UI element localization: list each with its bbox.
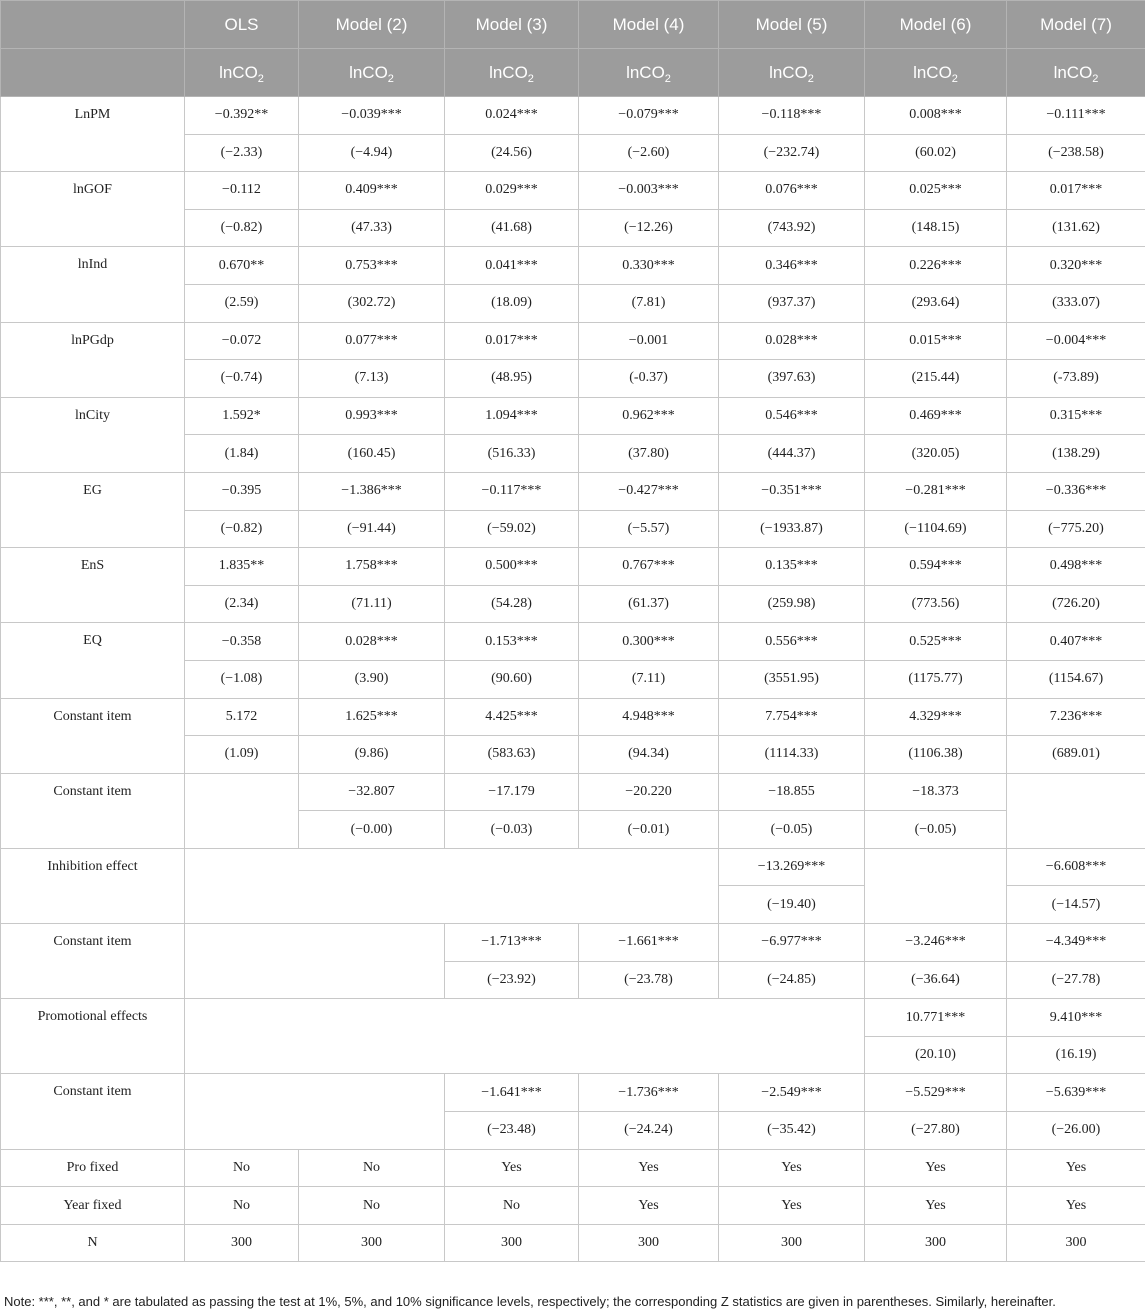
coef-cell: 9.410*** <box>1007 999 1145 1037</box>
fixed-cell: Yes <box>865 1149 1007 1187</box>
fixed-cell: Yes <box>865 1187 1007 1225</box>
fixed-cell: Yes <box>719 1149 865 1187</box>
coef-cell: −6.608*** <box>1007 848 1145 886</box>
coef-cell: −18.373 <box>865 773 1007 811</box>
coef-cell: −5.529*** <box>865 1074 1007 1112</box>
row-label: Constant item <box>1 924 185 999</box>
coef-cell: 0.017*** <box>445 322 579 360</box>
dep-var-header <box>719 49 865 97</box>
zstat-cell: (48.95) <box>445 360 579 398</box>
zstat-cell: (47.33) <box>299 209 445 247</box>
zstat-cell: (60.02) <box>865 134 1007 172</box>
column-header: OLS <box>185 1 299 49</box>
empty-cell <box>185 1074 445 1149</box>
coef-cell: 0.594*** <box>865 548 1007 586</box>
zstat-cell: (−0.74) <box>185 360 299 398</box>
zstat-cell: (−12.26) <box>579 209 719 247</box>
zstat-cell: (−0.01) <box>579 811 719 849</box>
fixed-cell: Yes <box>1007 1187 1145 1225</box>
dep-var-header <box>579 49 719 97</box>
coef-cell: −3.246*** <box>865 924 1007 962</box>
fixed-effects-row <box>1 1149 1145 1187</box>
coef-cell: 4.329*** <box>865 698 1007 736</box>
fixed-cell: Yes <box>445 1149 579 1187</box>
zstat-cell: (−0.00) <box>299 811 445 849</box>
coef-cell: 7.754*** <box>719 698 865 736</box>
coef-cell: 0.076*** <box>719 172 865 210</box>
row-label: Constant item <box>1 773 185 848</box>
dep-var-base: lnCO <box>1053 62 1093 82</box>
zstat-cell: (1.84) <box>185 435 299 473</box>
coef-cell: 0.962*** <box>579 397 719 435</box>
column-header: Model (2) <box>299 1 445 49</box>
coef-cell: −0.111*** <box>1007 97 1145 135</box>
row-label: N <box>1 1224 185 1262</box>
zstat-cell: (54.28) <box>445 585 579 623</box>
coef-cell: 0.008*** <box>865 97 1007 135</box>
coef-cell: −4.349*** <box>1007 924 1145 962</box>
coef-cell: 0.500*** <box>445 548 579 586</box>
zstat-cell: (9.86) <box>299 736 445 774</box>
fixed-cell: No <box>185 1187 299 1225</box>
zstat-cell: (−0.03) <box>445 811 579 849</box>
zstat-cell: (7.81) <box>579 284 719 322</box>
coef-cell: 0.346*** <box>719 247 865 285</box>
row-label: lnCity <box>1 397 185 472</box>
dep-var-header <box>185 49 299 97</box>
dep-var-base: lnCO <box>219 62 258 82</box>
zstat-cell: (−91.44) <box>299 510 445 548</box>
coef-cell: 4.425*** <box>445 698 579 736</box>
zstat-cell: (302.72) <box>299 284 445 322</box>
coef-cell: 0.041*** <box>445 247 579 285</box>
zstat-cell: (41.68) <box>445 209 579 247</box>
zstat-cell: (2.34) <box>185 585 299 623</box>
zstat-cell: (90.60) <box>445 660 579 698</box>
zstat-cell: (−0.05) <box>865 811 1007 849</box>
zstat-cell: (−1933.87) <box>719 510 865 548</box>
coef-cell: −0.358 <box>185 623 299 661</box>
coef-row <box>1 172 1145 210</box>
zstat-cell: (397.63) <box>719 360 865 398</box>
fixed-cell: 300 <box>185 1224 299 1262</box>
empty-cell <box>185 773 299 848</box>
coef-cell: 0.300*** <box>579 623 719 661</box>
coef-cell: −0.004*** <box>1007 322 1145 360</box>
zstat-cell: (94.34) <box>579 736 719 774</box>
zstat-cell: (18.09) <box>445 284 579 322</box>
fixed-cell: 300 <box>719 1224 865 1262</box>
coef-row <box>1 999 1145 1037</box>
header-row-models <box>1 1 1145 49</box>
row-label: EG <box>1 472 185 547</box>
row-label: Year fixed <box>1 1187 185 1225</box>
dep-var-sub: 2 <box>257 72 264 85</box>
coef-row <box>1 247 1145 285</box>
zstat-cell: (−24.85) <box>719 961 865 999</box>
row-label: Pro fixed <box>1 1149 185 1187</box>
zstat-cell: (333.07) <box>1007 284 1145 322</box>
zstat-cell: (−24.24) <box>579 1112 719 1150</box>
coef-cell: −0.003*** <box>579 172 719 210</box>
table-note: Note: ***, **, and * are tabulated as passing the test at 1%, 5%, and 10% significance levels, respectively; the corresponding Z statistics are given in parentheses. Similarly, hereinafter. <box>4 1294 1056 1309</box>
coef-cell: −0.395 <box>185 472 299 510</box>
coef-row <box>1 773 1145 811</box>
row-label: lnGOF <box>1 172 185 247</box>
zstat-cell: (−0.82) <box>185 510 299 548</box>
fixed-cell: No <box>299 1149 445 1187</box>
coef-cell: −13.269*** <box>719 848 865 886</box>
dep-var-base: lnCO <box>489 62 528 82</box>
zstat-cell: (320.05) <box>865 435 1007 473</box>
row-label: Constant item <box>1 698 185 773</box>
fixed-effects-row <box>1 1187 1145 1225</box>
zstat-cell: (−26.00) <box>1007 1112 1145 1150</box>
row-label: Constant item <box>1 1074 185 1149</box>
zstat-cell: (215.44) <box>865 360 1007 398</box>
coef-row <box>1 97 1145 135</box>
coef-cell: 0.670** <box>185 247 299 285</box>
column-header: Model (5) <box>719 1 865 49</box>
dep-var-sub: 2 <box>807 72 814 85</box>
zstat-cell: (37.80) <box>579 435 719 473</box>
coef-cell: 0.409*** <box>299 172 445 210</box>
dep-var-sub: 2 <box>664 72 671 85</box>
coef-cell: 0.556*** <box>719 623 865 661</box>
zstat-cell: (937.37) <box>719 284 865 322</box>
coef-row <box>1 397 1145 435</box>
zstat-cell: (20.10) <box>865 1036 1007 1074</box>
column-header: Model (3) <box>445 1 579 49</box>
coef-row <box>1 322 1145 360</box>
fixed-cell: Yes <box>579 1149 719 1187</box>
zstat-cell: (689.01) <box>1007 736 1145 774</box>
dep-var-base: lnCO <box>349 62 388 82</box>
zstat-cell: (−19.40) <box>719 886 865 924</box>
coef-cell: 0.407*** <box>1007 623 1145 661</box>
fixed-cell: 300 <box>445 1224 579 1262</box>
fixed-cell: No <box>299 1187 445 1225</box>
coef-cell: −20.220 <box>579 773 719 811</box>
fixed-cell: Yes <box>1007 1149 1145 1187</box>
coef-cell: 0.315*** <box>1007 397 1145 435</box>
fixed-effects-row <box>1 1224 1145 1262</box>
coef-cell: 0.320*** <box>1007 247 1145 285</box>
coef-cell: 0.028*** <box>719 322 865 360</box>
coef-cell: 10.771*** <box>865 999 1007 1037</box>
zstat-cell: (1114.33) <box>719 736 865 774</box>
column-header: Model (4) <box>579 1 719 49</box>
zstat-cell: (−5.57) <box>579 510 719 548</box>
fixed-cell: 300 <box>299 1224 445 1262</box>
coef-row <box>1 472 1145 510</box>
dep-var-sub: 2 <box>951 72 958 85</box>
coef-cell: 4.948*** <box>579 698 719 736</box>
coef-cell: −0.118*** <box>719 97 865 135</box>
zstat-cell: (743.92) <box>719 209 865 247</box>
zstat-cell: (−35.42) <box>719 1112 865 1150</box>
coef-cell: 0.153*** <box>445 623 579 661</box>
coef-cell: 0.025*** <box>865 172 1007 210</box>
coef-row <box>1 848 1145 886</box>
zstat-cell: (1175.77) <box>865 660 1007 698</box>
zstat-cell: (259.98) <box>719 585 865 623</box>
coef-cell: 1.625*** <box>299 698 445 736</box>
coef-cell: −0.336*** <box>1007 472 1145 510</box>
coef-cell: 0.226*** <box>865 247 1007 285</box>
zstat-cell: (71.11) <box>299 585 445 623</box>
zstat-cell: (583.63) <box>445 736 579 774</box>
dep-var-sub: 2 <box>387 72 394 85</box>
empty-cell <box>865 848 1007 923</box>
coef-cell: −0.001 <box>579 322 719 360</box>
coef-row <box>1 698 1145 736</box>
fixed-cell: 300 <box>865 1224 1007 1262</box>
coef-cell: 0.029*** <box>445 172 579 210</box>
zstat-cell: (−36.64) <box>865 961 1007 999</box>
zstat-cell: (444.37) <box>719 435 865 473</box>
zstat-cell: (−232.74) <box>719 134 865 172</box>
zstat-cell: (148.15) <box>865 209 1007 247</box>
zstat-cell: (1154.67) <box>1007 660 1145 698</box>
zstat-cell: (516.33) <box>445 435 579 473</box>
row-label: lnInd <box>1 247 185 322</box>
coef-cell: 0.753*** <box>299 247 445 285</box>
header-corner <box>1 49 185 97</box>
zstat-cell: (160.45) <box>299 435 445 473</box>
fixed-cell: 300 <box>1007 1224 1145 1262</box>
row-label: Inhibition effect <box>1 848 185 923</box>
coef-cell: −2.549*** <box>719 1074 865 1112</box>
zstat-cell: (−1.08) <box>185 660 299 698</box>
row-label: Promotional effects <box>1 999 185 1074</box>
zstat-cell: (−14.57) <box>1007 886 1145 924</box>
dep-var-header <box>445 49 579 97</box>
coef-cell: 5.172 <box>185 698 299 736</box>
zstat-cell: (−1104.69) <box>865 510 1007 548</box>
dep-var-header <box>299 49 445 97</box>
coef-cell: −0.039*** <box>299 97 445 135</box>
coef-cell: −18.855 <box>719 773 865 811</box>
coef-cell: 0.024*** <box>445 97 579 135</box>
coef-cell: 0.077*** <box>299 322 445 360</box>
zstat-cell: (138.29) <box>1007 435 1145 473</box>
zstat-cell: (1.09) <box>185 736 299 774</box>
zstat-cell: (−23.92) <box>445 961 579 999</box>
zstat-cell: (−2.60) <box>579 134 719 172</box>
coef-cell: −1.713*** <box>445 924 579 962</box>
zstat-cell: (1106.38) <box>865 736 1007 774</box>
fixed-cell: 300 <box>579 1224 719 1262</box>
zstat-cell: (−4.94) <box>299 134 445 172</box>
zstat-cell: (−27.80) <box>865 1112 1007 1150</box>
coef-cell: −0.427*** <box>579 472 719 510</box>
dep-var-sub: 2 <box>527 72 534 85</box>
header-corner <box>1 1 185 49</box>
row-label: LnPM <box>1 97 185 172</box>
coef-cell: 0.015*** <box>865 322 1007 360</box>
coef-cell: 7.236*** <box>1007 698 1145 736</box>
zstat-cell: (3551.95) <box>719 660 865 698</box>
coef-cell: −1.386*** <box>299 472 445 510</box>
coef-cell: −0.351*** <box>719 472 865 510</box>
zstat-cell: (7.11) <box>579 660 719 698</box>
table-body <box>1 97 1145 1262</box>
empty-cell <box>1007 773 1145 848</box>
zstat-cell: (293.64) <box>865 284 1007 322</box>
coef-cell: −0.392** <box>185 97 299 135</box>
dep-var-base: lnCO <box>626 62 665 82</box>
zstat-cell: (7.13) <box>299 360 445 398</box>
dep-var-base: lnCO <box>769 62 808 82</box>
coef-cell: 0.330*** <box>579 247 719 285</box>
coef-cell: −1.661*** <box>579 924 719 962</box>
zstat-cell: (-0.37) <box>579 360 719 398</box>
coef-cell: −6.977*** <box>719 924 865 962</box>
coef-cell: 1.592* <box>185 397 299 435</box>
empty-cell <box>185 924 445 999</box>
coef-cell: 0.028*** <box>299 623 445 661</box>
header-row-dependent-variable <box>1 49 1145 97</box>
fixed-cell: No <box>445 1187 579 1225</box>
zstat-cell: (−27.78) <box>1007 961 1145 999</box>
coef-row <box>1 1074 1145 1112</box>
coef-cell: −0.117*** <box>445 472 579 510</box>
coef-cell: −0.112 <box>185 172 299 210</box>
coef-cell: 0.469*** <box>865 397 1007 435</box>
row-label: EQ <box>1 623 185 698</box>
coef-row <box>1 548 1145 586</box>
dep-var-base: lnCO <box>913 62 952 82</box>
zstat-cell: (131.62) <box>1007 209 1145 247</box>
coef-cell: 0.017*** <box>1007 172 1145 210</box>
zstat-cell: (16.19) <box>1007 1036 1145 1074</box>
coef-row <box>1 623 1145 661</box>
coef-cell: −0.072 <box>185 322 299 360</box>
coef-cell: 0.135*** <box>719 548 865 586</box>
dep-var-header <box>865 49 1007 97</box>
dep-var-sub: 2 <box>1092 72 1099 85</box>
column-header: Model (6) <box>865 1 1007 49</box>
coef-cell: −1.641*** <box>445 1074 579 1112</box>
zstat-cell: (3.90) <box>299 660 445 698</box>
zstat-cell: (61.37) <box>579 585 719 623</box>
zstat-cell: (-73.89) <box>1007 360 1145 398</box>
column-header: Model (7) <box>1007 1 1145 49</box>
zstat-cell: (2.59) <box>185 284 299 322</box>
zstat-cell: (−23.78) <box>579 961 719 999</box>
coef-cell: 0.993*** <box>299 397 445 435</box>
empty-cell <box>185 999 865 1074</box>
coef-cell: −0.079*** <box>579 97 719 135</box>
zstat-cell: (−2.33) <box>185 134 299 172</box>
zstat-cell: (−23.48) <box>445 1112 579 1150</box>
coef-cell: −17.179 <box>445 773 579 811</box>
zstat-cell: (773.56) <box>865 585 1007 623</box>
zstat-cell: (−0.82) <box>185 209 299 247</box>
fixed-cell: Yes <box>719 1187 865 1225</box>
fixed-cell: Yes <box>579 1187 719 1225</box>
empty-cell <box>185 848 719 923</box>
coef-cell: 1.758*** <box>299 548 445 586</box>
zstat-cell: (−775.20) <box>1007 510 1145 548</box>
coef-cell: −0.281*** <box>865 472 1007 510</box>
coef-cell: −5.639*** <box>1007 1074 1145 1112</box>
coef-row <box>1 924 1145 962</box>
coef-cell: 0.546*** <box>719 397 865 435</box>
coef-cell: 1.094*** <box>445 397 579 435</box>
coef-cell: 0.525*** <box>865 623 1007 661</box>
zstat-cell: (−238.58) <box>1007 134 1145 172</box>
row-label: EnS <box>1 548 185 623</box>
zstat-cell: (−0.05) <box>719 811 865 849</box>
row-label: lnPGdp <box>1 322 185 397</box>
coef-cell: −1.736*** <box>579 1074 719 1112</box>
coef-cell: 0.498*** <box>1007 548 1145 586</box>
coef-cell: 0.767*** <box>579 548 719 586</box>
zstat-cell: (726.20) <box>1007 585 1145 623</box>
zstat-cell: (24.56) <box>445 134 579 172</box>
zstat-cell: (−59.02) <box>445 510 579 548</box>
coef-cell: −32.807 <box>299 773 445 811</box>
coef-cell: 1.835** <box>185 548 299 586</box>
dep-var-header <box>1007 49 1145 97</box>
fixed-cell: No <box>185 1149 299 1187</box>
